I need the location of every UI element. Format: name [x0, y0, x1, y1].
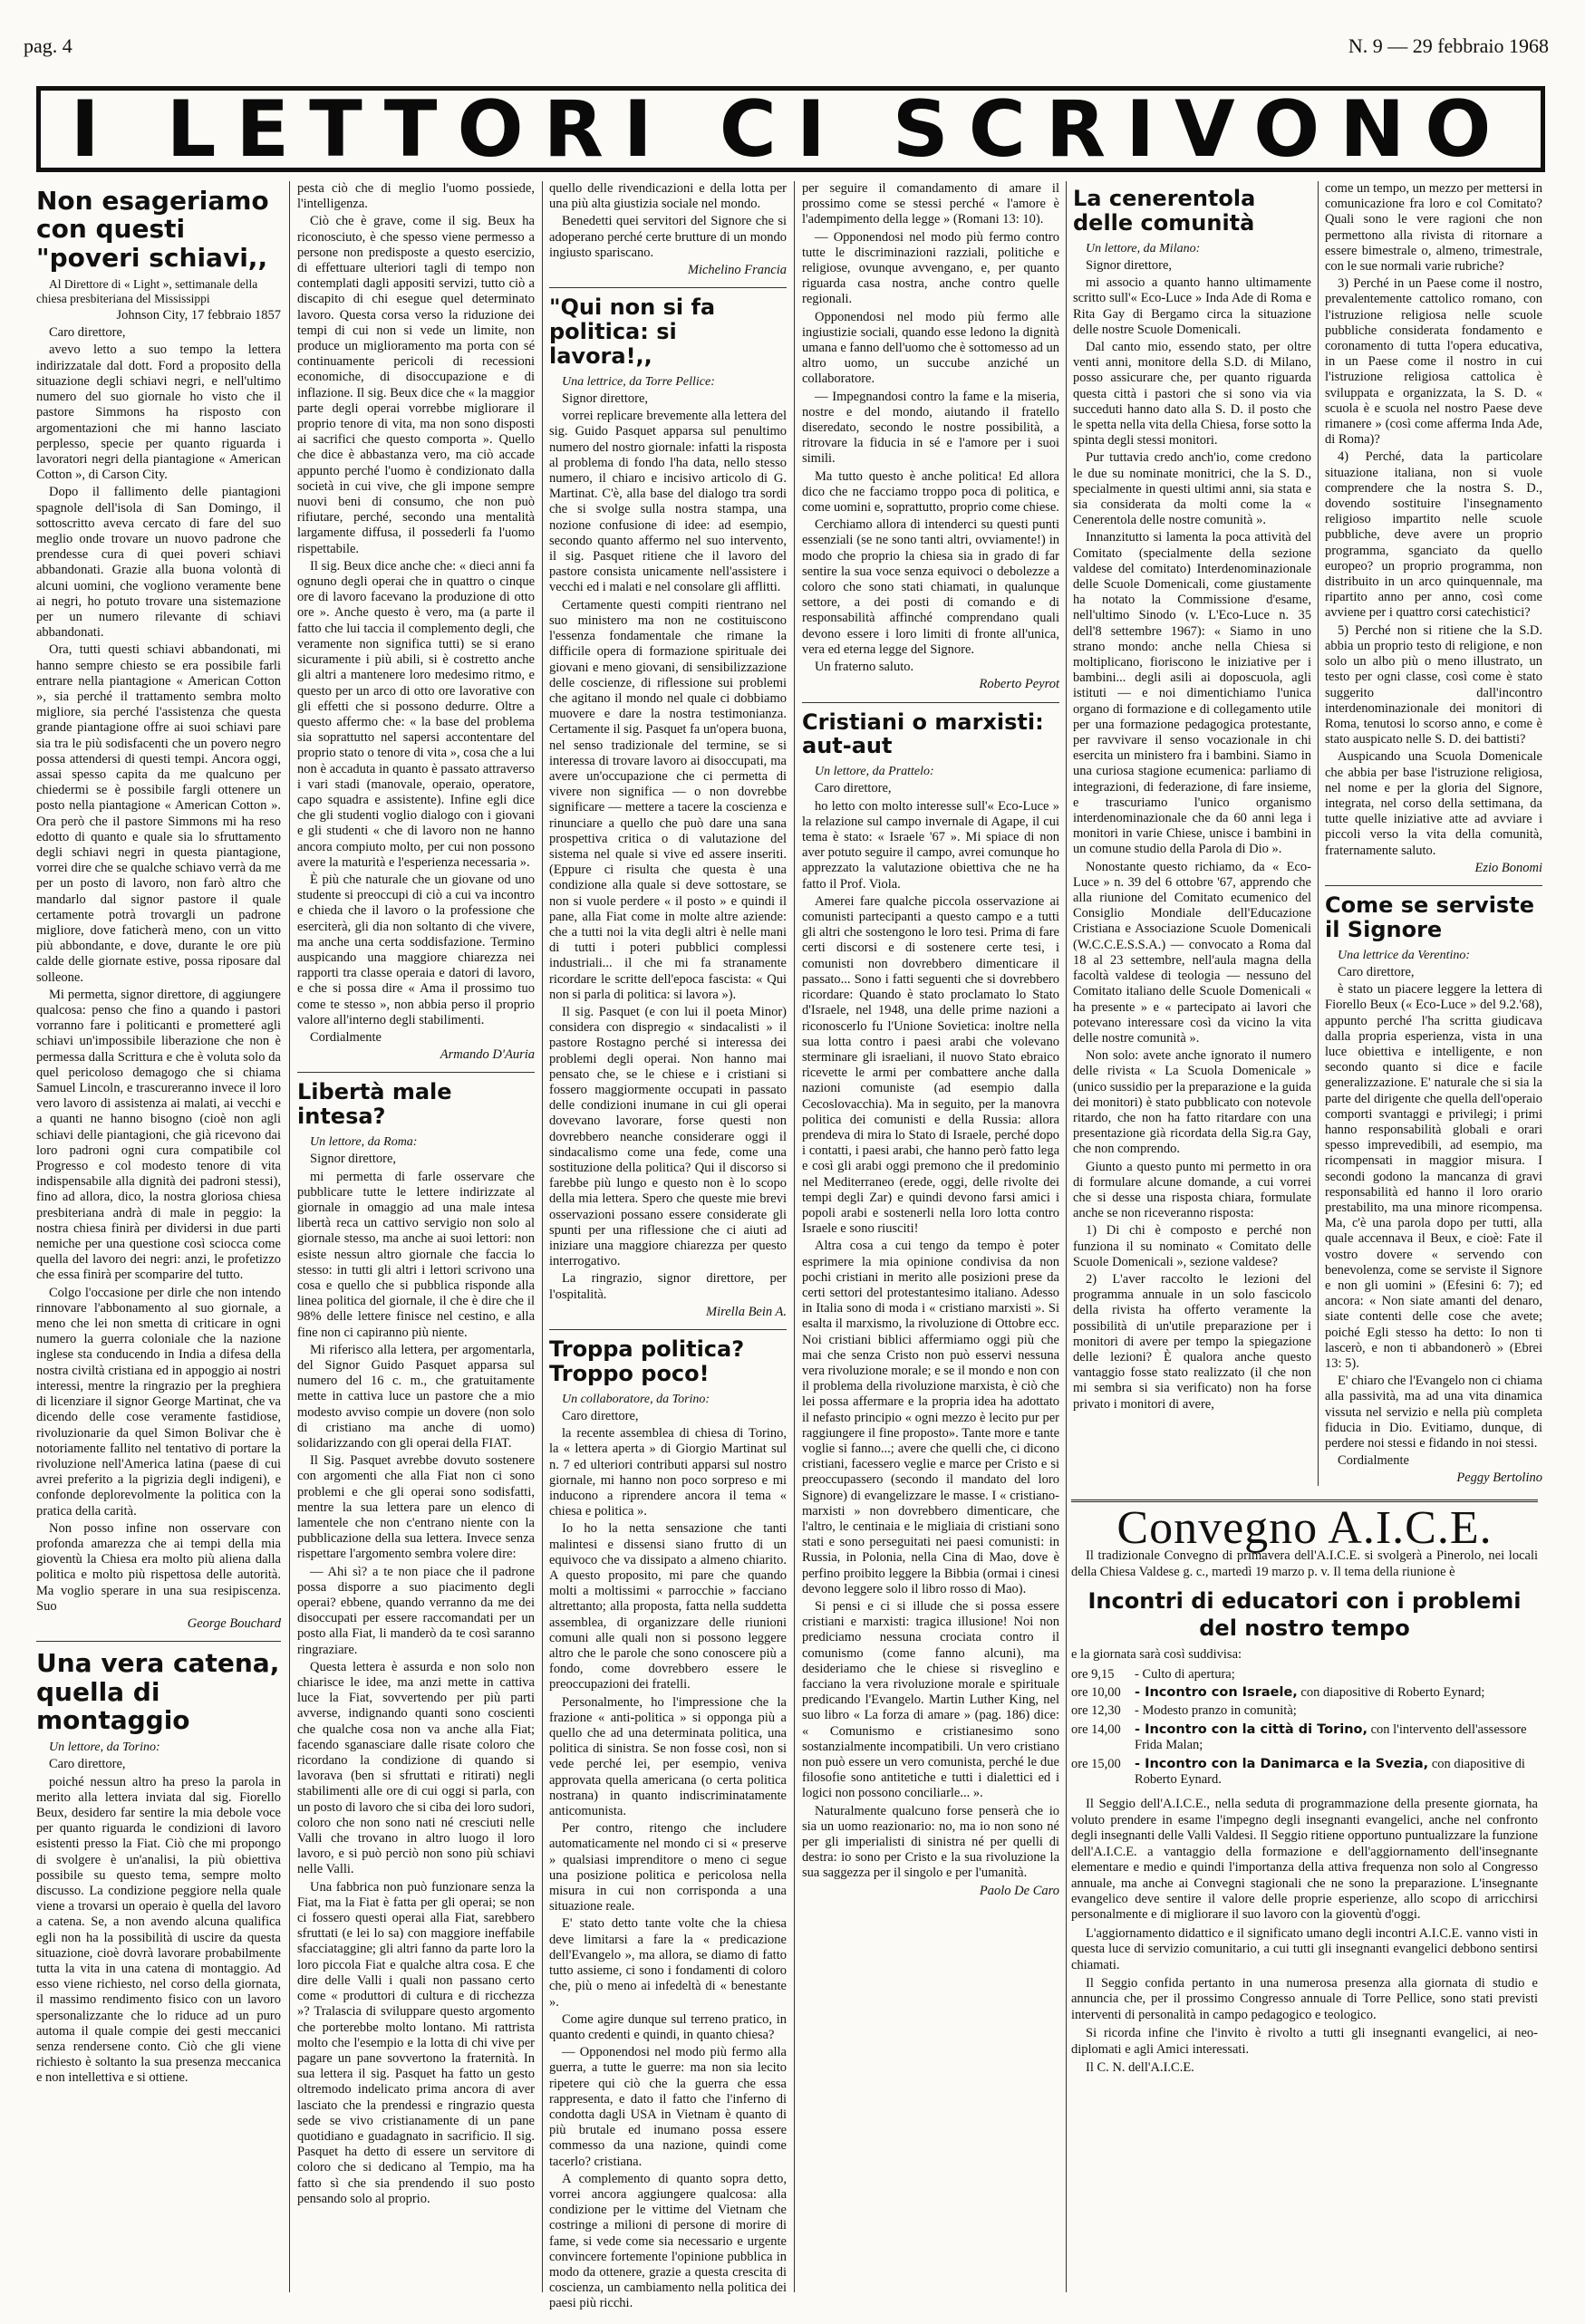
- schedule-time: ore 14,00: [1071, 1721, 1121, 1737]
- headline-come-se-serviste: Come se serviste il Signore: [1325, 892, 1534, 942]
- column-6: [1325, 181, 1542, 1486]
- salutation: Caro direttore,: [562, 1408, 639, 1423]
- paragraph: — Opponendosi nel modo più fermo alla guerra, a tutte le guerre: ma non sia lecito ripetere qui ciò che la guerra che essa rappresenta, e dato il fatto che l'inferno di condotta dagli USA in Vietnam è quanto di più brutale ed inumano possa essere commesso da una nazione, quindi come tacerlo? cristiana.: [549, 2045, 787, 2169]
- paragraph: È più che naturale che un giovane od uno studente si preoccupi di ciò a cui va incontro e chieda che il lavoro o la professione che eserciterà, gli dia non soltanto di che vivere, ma anche una certa soddisfazione. Termino auspicando una maggiore chiarezza nei rapporti tra classe operaia e datori di lavoro, e che si possa dire « Ama il prossimo tuo come te stesso », non abbia perso il proprio valore all'interno degli stabilimenti.: [297, 872, 535, 1027]
- schedule-text: - Modesto pranzo in comunità;: [1135, 1703, 1297, 1719]
- salutation: Signor direttore,: [310, 1152, 397, 1167]
- paragraph: per seguire il comandamento di amare il prossimo come se stessi perché « l'amore è l'adempimento della legge » (Romani 13: 10).: [802, 181, 1059, 227]
- paragraph: ho letto con molto interesse sull'« Eco-Luce » la relazione sul campo invernale di Agape, il cui tema è stato: « Israele '67 ». Mi spiace di non aver potuto seguire il campo, avrei comunque ho apprezzato la valutazione obiettiva che ne ha fatto il Prof. Viola.: [802, 798, 1059, 892]
- page-number: pag. 4: [24, 34, 72, 57]
- headline-liberta-male-intesa: Libertà male intesa?: [297, 1079, 452, 1130]
- paragraph: 1) Di chi è composto e perché non funziona il su nominato « Comitato delle Scuole Domenicali », sezione valdese?: [1073, 1223, 1311, 1269]
- paragraph: Il Seggio confida pertanto in una numerosa presenza alla giornata di studio e annuncia che, per il prossimo Congresso annuale di Torre Pellice, sono stati previsti interventi di personalità in campo pedagogico e teologico.: [1071, 1975, 1538, 2022]
- paragraph: Amerei fare qualche piccola osservazione ai comunisti partecipanti a questo campo e a tutti gli altri che sostengono le loro tesi. Prima di fare certi discorsi e di sostenere certe tesi, i comunisti non dovrebbero dimenticare il passato... Sono i fatti seguenti che si dovrebbero ricordare: Quando è stato proclamato lo Stato d'Israele, nel 1948, una delle prime nazioni a riconoscerlo fu l'Unione Sovietica: inoltre nella sua lotta contro i paesi arabi che volevano sterminare gli israeliani, il nuovo Stato ebraico ricevette le armi per combattere anche dalla nazioni comuniste (ad esempio dalla Cecoslovacchia). Ma in seguito, per la manovra politica dei comunisti e della Russia: allora prendeva di mira lo Stato di Israele, perché dopo i contatti, i paesi arabi, che hanno però fatto lega e così gli arabi oggi premono che il predominio nel Mediterraneo (erede, oggi, delle rivolte dei tempi degli Zar) e quindi devono farsi amici i popoli arabi e sostenerli nella loro lotta contro Israele e sono riusciti!: [802, 893, 1059, 1237]
- schedule-time: ore 12,30: [1071, 1703, 1121, 1719]
- paragraph: Non posso infine non osservare con profonda amarezza che ai tempi della mia gioventù la Chiesa era molto più aliena dalla politica e molto più rispettosa delle autorità. Ma voglio sperare in una sua resipiscenza. Suo: [36, 1520, 281, 1614]
- headline-catena-montaggio: Una vera catena, quella di montaggio: [36, 1648, 280, 1735]
- schedule-text: con diapositive di Roberto Eynard.: [1135, 1756, 1525, 1788]
- convegno-announcement: [1071, 1500, 1538, 2300]
- paragraph: Personalmente, ho l'impressione che la frazione « anti-politica » si opponga più a quello che ad una determinata politica, una politica di sinistra. Se non fosse così, non si vede perché lei, per esempio, veniva approvata quella americana (o certa politica nostrana) in quanto indiscriminatamente anticomunista.: [549, 1694, 787, 1819]
- paragraph: Ma tutto questo è anche politica! Ed allora dico che ne facciamo troppo poca di politica, e come uomini e, soprattutto, proprio come chiese.: [802, 468, 1059, 516]
- paragraph: L'aggiornamento didattico e il significato umano degli incontri A.I.C.E. vanno visti in questa luce di servizio comunitario, a cui tutti gli insegnanti evangelici debbono sentirsi chiamati.: [1071, 1925, 1538, 1972]
- paragraph: Ora, tutti questi schiavi abbandonati, mi hanno sempre chiesto se era possibile farli entrare nella piantagione « American Cotton », sia perché il trattamento sembra molto migliore, sia perché l'assistenza che questa grande piantagione offre ai suoi schiavi pare sia tra le più sodisfacenti che un povero negro possa attendersi di questi tempi. Ancora oggi, assai spesso capita da me qualcuno per chiedermi se è possibile fargli ottenere un posto nella piantagione « American Cotton ». Ora però che il pastore Simmons mi ha reso edotto di quanto e quale sia lo sfruttamento degli schiavi negri in questa piantagione, vorrei dire che se qualche schiavo verrà da me per un posto di lavoro, non farò altro che mandarlo dal signor pastore il quale certamente potrà trovargli un padrone migliore, dove faticherà meno, con un vitto più abbondante, e dove, durante le ore più calde delle giornate estive, possa riposare dal solleone.: [36, 642, 281, 985]
- paragraph: Ciò che è grave, come il sig. Beux ha riconosciuto, è che spesso viene permesso a persone non predisposte a questo esercizio, di effettuare ulteriori tagli di tempo non contemplati dagli appositi servizi, tutto ciò a discapito di chi esegue quel determinato lavoro. Questa corsa verso la riduzione dei tempi di cui non si vede un limite, non produce un miglioramento ma porta con sé continuamente pericoli di recessioni economiche, di disoccupazione e di inflazione. Il sig. Beux dice che « la maggior parte degli operai vorrebbe migliorare il proprio tenore di vita, ma non sono disposti ai sacrifici che questo comporta ». Quello che dice è abbastanza vero, ma ciò accade appunto perché l'uomo è condizionato dalla società in cui vive, che gli impone sempre nuovi beni di consumo, che non può rifiutare, perché, secondo una mentalità largamente diffusa, il possederli fa l'uomo rispettabile.: [297, 214, 535, 556]
- paragraph: Il Seggio dell'A.I.C.E., nella seduta di programmazione della presente giornata, ha voluto prendere in esame l'impegno degli insegnanti evangelici, anche nel confronto degli insegnanti delle Valli Valdesi. Il Seggio ritiene opportuno puntualizzare la funzione dell'A.I.C.E. a vantaggio della formazione e dell'aggiornamento dell'insegnante elementare e medio e quindi l'importanza della attiva frequenza non solo al Congresso annuale, ma anche ai Convegni stagionali che ne sono la preparazione. L'insegnante evangelico deve sentire il valore delle proprie esperienze, allo scopo di arricchirsi personalmente e di migliorare il suo lavoro con la gioventù d'oggi.: [1071, 1797, 1538, 1923]
- paragraph: Dopo il fallimento delle piantagioni spagnole dell'isola di San Domingo, il sottoscritto aveva cercato di fare del suo meglio onde trovare un nuovo padrone che prendesse cura di quei poveri schiavi abbandonati. Grazie alla buona volontà di alcuni uomini, che vogliono veramente bene ai negri, ho potuto trovare una sistemazione per un numero rilevante di schiavi abbandonati.: [36, 485, 281, 641]
- schedule-highlight: - Incontro con Israele,: [1135, 1685, 1298, 1701]
- column-5: [1073, 181, 1311, 1486]
- byline: Una lettrice da Verentino:: [1338, 948, 1471, 962]
- schedule-item: [1071, 1667, 1538, 1683]
- headline-qui-non-si-fa-politica: "Qui non si fa politica: si lavora!,,: [549, 294, 716, 369]
- salutation: Signor direttore,: [1086, 257, 1173, 273]
- paragraph: quello delle rivendicazioni e della lotta per una più alta giustizia sociale nel mondo.: [549, 181, 787, 212]
- schedule-intro: e la giornata sarà così suddivisa:: [1071, 1647, 1242, 1663]
- column-1: [36, 181, 281, 2292]
- paragraph: pesta ciò che di meglio l'uomo possiede, l'intelligenza.: [297, 181, 535, 212]
- issue-date: N. 9 — 29 febbraio 1968: [1348, 34, 1549, 57]
- section-banner: [36, 83, 1545, 175]
- paragraph: Benedetti quei servitori del Signore che si adoperano perché certe brutture di un mondo ingiusto spariscano.: [549, 214, 787, 260]
- schedule-item: [1071, 1757, 1538, 1789]
- paragraph: Per contro, ritengo che includere automaticamente nel mondo ci si « preserve » qualsiasi imprenditore o meno ci segue una posizione politica e pericolosa nella misura in cui non corrisponda a una situazione reale.: [549, 1821, 787, 1914]
- convegno-theme: Incontri di educatori con i problemi del nostro tempo: [1087, 1588, 1522, 1642]
- byline: Un lettore, da Milano:: [1086, 241, 1201, 256]
- schedule-time: ore 10,00: [1071, 1685, 1121, 1701]
- paragraph: Nonostante questo richiamo, da « Eco-Luce » n. 39 del 6 ottobre '67, apprendo che alla riunione del Comitato ecumenico del Consiglio Mondiale dell'Educazione Cristiana e Associazione Scuole Domenicali (W.C.C.E.S.S.A.) — convocato a Roma dal 18 al 23 settembre, nell'aula magna della facoltà valdese di teologia — nessuno del Comitato italiano delle Scuole Domenicali « ha presente » e « partecipato ai lavori che potevano interessare così da vicino la vita delle nostre comunità ».: [1073, 859, 1311, 1046]
- paragraph: Cordialmente: [1338, 1453, 1409, 1469]
- paragraph: Altra cosa a cui tengo da tempo è poter esprimere la mia opinione condivisa da non pochi cristiani in merito alle posizioni prese da certi settori del protestantesimo italiano. Adesso in Italia sono di moda i « cristiano marxisti ». Si esalta il marxismo, la rivoluzione di Ottobre ecc. Noi cristiani biblici affermiamo oggi più che mai che senza Cristo non può esservi nessuna vera rivoluzione morale; e se il mondo e non con il problema della rivoluzione marxista, è ciò che lei possa affermare e la propria idea ha adottato il nefasto principio « ogni mezzo è lecito pur per raggiungere il fine proposto». Tante more e tante voglie si fanno...; avere che quelli che, ci dicono cristiani, facessero veglie e marce per Cristo e si preoccupassero (secondo il mandato del loro Signore) di evangelizzare le masse. I « cristiano-marxisti » non dovrebbero dimenticare, che l'altro, le centinaia e le migliaia di cristiani sono stati e sono perseguitati nei paesi comunisti: in Russia, in Polonia, nella Cina di Mao, dove è perfino proibito leggere la Bibbia (ormai i cinesi devono leggere solo il libro rosso di Mao).: [802, 1239, 1059, 1596]
- paragraph: — Opponendosi nel modo più fermo contro tutte le discriminazioni razziali, politiche e religiose, ovunque avvengano, e, per quanto riguarda casa nostra, anche contro quelle regionali.: [802, 229, 1059, 307]
- paragraph: Un fraterno saluto.: [815, 660, 914, 675]
- paragraph: Questa lettera è assurda e non solo non chiarisce le idee, ma anzi mette in cattiva luce la Fiat, sovvertendo per più parti avverse, indignando quanti sono coscienti che qualche cosa non va anche alla Fiat; facendo sganasciare dalle risate coloro che ricordano la condizione di quando si lavorava (ben si sfruttati e ritirati) negli stabilimenti alle ore di cui oggi si parla, con un posto di lavoro che si ciba dei loro sudori, coloro che non sono nati né cresciuti nelle Valli che trovano in altro luogo il loro lavoro, e si può perciò non sono più schiavi nelle Valli.: [297, 1659, 535, 1877]
- column-rule: [542, 181, 543, 2292]
- byline: Un collaboratore, da Torino:: [562, 1392, 710, 1406]
- signature: George Bouchard: [187, 1615, 281, 1631]
- paragraph: 4) Perché, data la particolare situazione italiana, non si vuole comprendere che la nostra S. D., dovendo sostituire l'insegnamento religioso impartito nelle scuole pubbliche, deve avere un proprio programma, sganciato da quello europeo? un proprio programma, non distribuito in un arco quinquennale, ma ripartito anno per anno, così come avviene per i quattro corsi catechistici?: [1325, 449, 1542, 621]
- paragraph: Colgo l'occasione per dirle che non intendo rinnovare l'abbonamento al suo giornale, a meno che lei non smetta di criticare in ogni numero la guerra coloniale che la nazione inglese sta conducendo in India a difesa della nostra civiltà cristiana ed in appoggio ai nostri interessi, mentre la ringrazio per la preghiera di licenziare il signor George Martinat, che va dicendo delle cose veramente fastidiose, rivoluzionarie da quel Simon Bolivar che è notoriamente fallito nel tentativo di portare la rivoluzione nell'America latina (paese di cui avrei preferito a la pigrizia degli indigeni), e confonde deplorevolmente la politica con la pratica della carità.: [36, 1285, 281, 1519]
- paragraph: è stato un piacere leggere la lettera di Fiorello Beux (« Eco-Luce » del 9.2.'68), appunto perché l'ha scritta giudicava dalla propria esperienza, vista in una luce obiettiva e intelligente, e non secondo quanto si dice e facile generalizzazione. E' naturale che si sia la parte del dirigente che quella dell'operaio comporti svantaggi e privilegi; i primi hanno responsabilità globali e orari spesso imprevedibili, ad esempio, ma ricompensati in maggior misura. I secondi godono la mancanza di gravi responsabilità ed hanno il loro orario prestabilito, ma una minore ricompensa. Ma, c'è una parola dopo per tutti, alla quale accennava il Beux, e cioè: Fate il vostro dovere « servendo con benevolenza, come se serviste il Signore e non gli uomini » (Efesini 6: 7); ed ancora: « Non siate amanti del denaro, siate contenti delle cose che avete; poiché Egli stesso ha detto: Io non ti lascerò, e non ti abbandonerò » (Ebrei 13: 5).: [1325, 982, 1542, 1371]
- article-divider: [1325, 885, 1542, 886]
- paragraph: Naturalmente qualcuno forse penserà che io sia un uomo reazionario: no, ma io non sono né per gli imperialisti di sinistra né per quelli di destra: io sono per Cristo e la sua rivoluzione la sua saggezza per il singolo e per l'umanità.: [802, 1803, 1059, 1881]
- paragraph: mi associo a quanto hanno ultimamente scritto sull'« Eco-Luce » Inda Ade di Roma e Rita Gay di Bergamo circa la situazione delle nostre Scuole Domenicali.: [1073, 275, 1311, 337]
- schedule-highlight: - Incontro con la città di Torino,: [1135, 1721, 1368, 1737]
- paragraph: Opponendosi nel modo più fermo alle ingiustizie sociali, quando esse ledono la dignità umana e fanno dell'uomo che è sottomesso ad un altro uomo, un succube anziché un collaboratore.: [802, 309, 1059, 387]
- signature: Mirella Bein A.: [706, 1304, 787, 1319]
- paragraph: 2) L'aver raccolto le lezioni del programma annuale in un solo fascicolo della rivista ha offerto veramente la possibilità di un'utile preparazione per i monitori di avere per tempo la spiegazione delle lezioni? È qualora anche questo vantaggio fosse stato realizzato (il che non mi sembra si sia verificato) non ha forse privato i monitori di avere,: [1073, 1271, 1311, 1412]
- column-rule: [1318, 181, 1319, 1486]
- paragraph: Cerchiamo allora di intenderci su questi punti essenziali (se ne sono tanti altri, ovviamente!) in modo che proprio la chiesa sia in grado di far sentire la sua voce senza equivoci o debolezze a coloro che sono stati chiamati, in qualunque settore, a dei posti di comando e di responsabilità affinché comprendano quali devono essere i loro limiti di fronte all'unica, vera ed eterna legge del Signore.: [802, 517, 1059, 657]
- schedule-item: [1071, 1703, 1538, 1719]
- paragraph: Si ricorda infine che l'invito è rivolto a tutti gli insegnanti evangelici, ai neo-diplomati e agli Amici interessati.: [1071, 2026, 1538, 2057]
- paragraph: A complemento di quanto sopra detto, vorrei ancora aggiungere qualcosa: alla condizione per le vittime del Vietnam che costringe a milioni di persone di morire di fame, si vede come sia necessario e urgente convincere fortemente l'opinione pubblica in modo da ottenere, grazie a questa crescita di coscienza, un cambiamento nella politica dei paesi più ricchi.: [549, 2171, 787, 2311]
- schedule-highlight: - Incontro con la Danimarca e la Svezia,: [1135, 1756, 1429, 1771]
- schedule-text: con l'intervento dell'assessore Frida Malan;: [1135, 1721, 1527, 1753]
- paragraph: Certamente questi compiti rientrano nel suo ministero ma non ne costituiscono l'essenza fondamentale che rimane la difficile opera di formazione spirituale dei giovani e meno giovani, di sensibilizzazione delle coscienze, di riflessione sui problemi che agitano il mondo nel quale ci dobbiamo muovere e dare la nostra testimonianza. Certamente il sig. Pasquet fa un'opera buona, nel senso tradizionale del termine, se si interessa di trovare lavoro ai disoccupati, ma avere un'occupazione che ci permetta di vivere non significa — o non dovrebbe significare — mettere a tacere la coscienza e rinunciare a quello che può dare una sana prospettiva critica o di valutazione del sistema nel quale si vive ed assere inseriti. (Eppure ci risulta che questa è una condizione alla quale si deve sottostare, se non si vuole perdere « il posto » e quindi il pane, alla Fiat come in molte altre aziende: che a tutti noi la vita degli altri è nelle mani di tutti i poteri pubblici complessi industriali... il che mi fa stranamente ricordare le scritte dell'epoca fascista: « Qui non si parla di politica: si lavora »).: [549, 597, 787, 1002]
- paragraph: avevo letto a suo tempo la lettera indirizzatale dal dott. Ford a proposito della situazione degli schiavi negri, e nell'ultimo numero del suo giornale ho visto che il pastore Simmons ha risposto con argomentazioni che mi hanno lasciato perplesso, specie per quanto riguarda i lavoratori negri della piantagione « American Cotton », di Carson City.: [36, 342, 281, 483]
- schedule-item: [1071, 1722, 1538, 1754]
- byline: Una lettrice, da Torre Pellice:: [562, 374, 715, 389]
- paragraph: Una fabbrica non può funzionare senza la Fiat, ma la Fiat è fatta per gli operai; se non ci fossero questi operai alla Fiat, sarebbero sfruttati (e lei lo sa) con maggiore ineffabile sfacciataggine; gli altri fanno da parte loro la loro piccola Fiat e qualche altra cosa. E che dire delle Valli i quali non passano certo come « produttori di cultura e di ricchezza »? Tralascia di sviluppare questo argomento che porterebbe molto lontano. Mi rattrista molto che l'esempio e la lotta di chi vive per pagare un pane sovvertono la fraternità. In sua lettera il sig. Pasquet ha fatto un gesto oltremodo indelicato prima ancora di aver lasciato che la prendessi e ringrazio questa sede se vivo cristianamente di un pane quotidiano e guadagnato in sacrificio. Il sig. Pasquet ha detto di essere un servitore di coloro che si dedicano al Tempio, ma ha fatto sì che sia prendendo il suo posto pensando solo al proprio.: [297, 1879, 535, 2206]
- paragraph: Mi permetta, signor direttore, di aggiungere qualcosa: penso che fino a quando i pastori vorranno fare i politicanti e prometteré agli schiavi un'impossibile liberazione che non è permessa dalla Scrittura e che è voluta solo da quel pericoloso demagogo che si chiama Samuel Lincoln, e trascureranno invece il loro vero lavoro di assistenza ai malati, ai vecchi e a quanti ne hanno bisogno (cioè non agli schiavi delle piantagioni, che già ricevono dai loro padroni ogni cura compatibile col Progresso e col modesto tenore di vita indispensabile alla dignità dei padroni stessi), fino ad allora, dico, la nostra gloriosa chiesa presbiteriana andrà di male in peggio: la nostra chiesa finirà per dividersi in due parti nemiche per una questione così sciocca come quella del lavoro dei negri: anzi, le profetizzo che essa finirà per scomparire del tutto.: [36, 987, 281, 1283]
- paragraph: la recente assemblea di chiesa di Torino, la « lettera aperta » di Giorgio Martinat sul n. 7 ed ulteriori contributi apparsi sul nostro giornale, mi hanno non poco sorpreso e mi inducono a riprendere ancora il tema « chiesa e politica ».: [549, 1426, 787, 1519]
- salutation: Caro direttore,: [49, 325, 126, 341]
- paragraph: mi permetta di farle osservare che pubblicare tutte le lettere indirizzate al giornale in omaggio ad una male intesa libertà reca un cattivo servigio non solo al giornale stesso, ma anche ai suoi lettori: non esiste nessun altro giornale che faccia lo stesso: in tutti gli altri i lettori scrivono una cosa e quello che si pubblica risponde alla linea politica del giornale, il che è dire che il 98% delle lettere finisce nel cestino, e alla fine non ci capiranno più niente.: [297, 1169, 535, 1340]
- headline-troppa-politica: Troppa politica? Troppo poco!: [549, 1336, 745, 1386]
- paragraph: E' chiaro che l'Evangelo non ci chiama alla passività, ma ad una vita dinamica vissuta nel servizio e nella più completa fiducia in Dio. Evitiamo, dunque, di perdere noi stessi e fidando in noi stessi.: [1325, 1374, 1542, 1451]
- paragraph: Si pensi e ci si illude che si possa essere cristiani e marxisti: tragica illusione! Noi non prediciamo nessuna crociata contro il comunismo (come fanno alcuni), ma desideriamo che le chiese si risveglino e facciano la vera rivoluzione morale e spirituale predicando l'Evangelo. Martin Luther King, nel suo libro « La forza di amare » (pag. 186) dice: « Comunismo e cristianesimo sono sostanzialmente incompatibili. Un vero cristiano non può essere un vero comunista, perché le due filosofie sono antitetiche e tutti i dialettici ed i logici non possono conciliarle... ».: [802, 1599, 1059, 1801]
- byline: Un lettore, da Roma:: [310, 1135, 418, 1150]
- schedule-item: [1071, 1685, 1538, 1701]
- paragraph: vorrei replicare brevemente alla lettera del sig. Guido Pasquet apparsa sul penultimo numero del nostro giornale: infatti la risposta al problema di fondo l'ha data, nello stesso numero, il chiaro e incisivo articolo di G. Martinat. C'è, alla base del dialogo tra sordi che si svolge sulla nostra stampa, una nozione confusione di idee: ad esempio, secondo quanto affermo nel suo intervento, il sig. Pasquet ritiene che il lavoro del pastore consista unicamente nell'assistere i vecchi ed i malati e nel consolare gli afflitti.: [549, 409, 787, 595]
- schedule-text: - Culto di apertura;: [1135, 1666, 1235, 1682]
- schedule-time: ore 15,00: [1071, 1756, 1121, 1771]
- convegno-signature: Il C. N. dell'A.I.C.E.: [1086, 2059, 1194, 2075]
- byline: Un lettore, da Torino:: [49, 1741, 160, 1755]
- article-divider: [36, 1641, 281, 1642]
- column-4: [802, 181, 1059, 2292]
- convegno-intro: Il tradizionale Convegno di primavera dell'A.I.C.E. si svolgerà a Pinerolo, nei locali della Chiesa Valdese g. c., martedì 19 marzo p. v. Il tema della riunione è: [1071, 1548, 1538, 1579]
- convegno-title: Convegno A.I.C.E.: [1116, 1502, 1493, 1554]
- paragraph: Giunto a questo punto mi permetto in ora di formulare alcune domande, a cui vorrei che si desse una risposta chiara, formulate anche se non riceveranno risposta:: [1073, 1159, 1311, 1221]
- signature: Ezio Bonomi: [1474, 860, 1542, 875]
- paragraph: Pur tuttavia credo anch'io, come credono le due su nominate monitrici, che la S. D., specialmente in questi ultimi anni, sia stata e sia considerata da molti come la « Cenerentola delle nostre comunità ».: [1073, 450, 1311, 528]
- salutation: Caro direttore,: [815, 781, 892, 796]
- salutation: Signor direttore,: [562, 391, 649, 407]
- paragraph: — Impegnandosi contro la fame e la miseria, nostre e del mondo, aiutando il fratello diseredato, secondo le nostre possibilità, a ritrovare la fiducia in sé e l'amore per i suoi simili.: [802, 389, 1059, 467]
- paragraph: E' stato detto tante volte che la chiesa deve limitarsi a fare la « predicazione dell'Evangelo », ma allora, se diamo di fatto tutto assieme, ci sono i fondamenti di coloro che, più o meno ai infedeltà di « benestante ».: [549, 1916, 787, 2010]
- signature: Roberto Peyrot: [979, 677, 1059, 692]
- schedule-list: [1071, 1667, 1538, 1789]
- article-divider: [802, 702, 1059, 703]
- column-2: [297, 181, 535, 2292]
- paragraph: Il Sig. Pasquet avrebbe dovuto sostenere con argomenti che alla Fiat non ci sono problemi e che gli operai sono sodisfatti, mentre la sua lettera pare un elenco di lamentele che non c'entrano niente con la pubblicazione della sua lettera. Invece senza rispettare l'argomento sembra volere dire:: [297, 1453, 535, 1562]
- article-divider: [549, 287, 787, 288]
- salutation: Caro direttore,: [49, 1757, 126, 1772]
- letter-address: Al Direttore di « Light », settimanale della chiesa presbiteriana del Mississippi: [36, 277, 258, 306]
- paragraph: La ringrazio, signor direttore, per l'ospitalità.: [549, 1271, 787, 1302]
- salutation: Caro direttore,: [1338, 964, 1415, 979]
- signature: Peggy Bertolino: [1456, 1471, 1542, 1486]
- column-3: [549, 181, 787, 2311]
- paragraph: 3) Perché in un Paese come il nostro, prevalentemente cattolico romano, con l'istruzione religiosa nelle scuole pubbliche considerata fondamento e coronamento di tutta l'opera educativa, in un Paese come il nostro in cui l'istruzione religiosa cattolica è sviluppata e organizzata, la S. D. « scuola è e scuola nel nostro Paese deve rimanere » (così come afferma Inda Ade, di Roma)?: [1325, 276, 1542, 448]
- article-divider: [297, 1072, 535, 1073]
- paragraph: Non solo: avete anche ignorato il numero delle rivista « La Scuola Domenicale » (unico sussidio per la preparazione e la guida dei monitori) è stato pubblicato con notevole ritardo, che non ha fatto ritardare con una presentazione già ricordata della Sig.ra Gay, che non comprendo.: [1073, 1048, 1311, 1157]
- column-rule: [289, 181, 290, 2292]
- column-rule: [1066, 181, 1067, 2292]
- paragraph: Dal canto mio, essendo stato, per oltre venti anni, monitore della S.D. di Milano, posso assicurare che, per quanto riguarda questa città i pastori che si sono via via succeduti hanno dato alla S. D. il posto che le spetta nella vita della Chiesa, forse sotto la spinta degli stessi monitori.: [1073, 339, 1311, 448]
- paragraph: Io ho la netta sensazione che tanti malintesi e dissensi siano frutto di un equivoco che va dissipato a almeno chiarito. A questo proposito, mi pare che quando molti a moltissimi « parrocchie » facciano altrettanto; alla proposta, fatta nella suddetta assemblea, di organizzare delle riunioni comuni alle quali non si possono leggere altro che le parole che sono conoscere più a fondo, come dovrebbero essere le preoccupazioni dei fratelli.: [549, 1521, 787, 1692]
- letter-dateline: Johnson City, 17 febbraio 1857: [116, 308, 281, 323]
- paragraph: Il sig. Pasquet (e con lui il poeta Minor) considera con dispregio « sindacalisti » il pastore Rostagno perché si interessa dei problemi degli operai. Non hanno mai pensato che, se le chiese e i cristiani si fossero maggiormente occupati in passato delle condizioni inumane in cui gli operai dovevano lavorare, forse questi non dovrebbero neanche considerare oggi il sindacalismo come una fede, come una sostituzione della politica? Qui il discorso si farebbe più lungo e questo non è lo scopo della mia lettera. Spero che queste mie brevi osservazioni possano essere considerate gli spunti per una riflessione che ci aiuti ad iniziare una maggiore chiarezza per questo interrogativo.: [549, 1004, 787, 1269]
- paragraph: poiché nessun altro ha preso la parola in merito alla lettera inviata dal sig. Fiorello Beux, desidero far sentire la mia debole voce per quanto riguarda le condizioni di lavoro esistenti presso la Fiat. Ciò che mi propongo di svolgere è un'analisi, la più obiettiva possibile su questo tema, sempre molto discusso. La condizione peggiore nella quale viene a trovarsi un operaio è quella del lavoro a catena. Se, a non avendo alcuna qualifica egli non ha la possibilità di uscire da questa situazione, cioè dovrà lavorare probabilmente tutta la vita in una catena di montaggio. Ad esso viene richiesto, nel corso della giornata, il massimo rendimento fisico con un lavoro spersonalizzante che lo riduce ad un puro automa il quale compie dei gesti meccanici senza rendersene conto. Ciò che gli viene richiesto è soltanto la sua presenza meccanica e non intellettiva e si ottiene.: [36, 1774, 281, 2086]
- banner-title: I LETTORI CI SCRIVONO: [70, 83, 1512, 175]
- paragraph: Il sig. Beux dice anche che: « dieci anni fa ognuno degli operai che in quattro o cinque ore di lavoro facevano la produzione di otto ore ». Anche questo è vero, ma (a parte il fatto che lui taccia il complemento degli, che veramente non significa tutti) se si erano sicuramente i più abili, si è costretto anche gli altri a mantenere loro medesimo ritmo, e questo per un arco di otto ore lavorative con gli effetti che si possono dedurre. Oltre a questo affermo che: « la base del problema sia soprattutto nel sapersi accontentare del proprio stato o tenore di vita », cosa che a lui non è accaduta in quanto è passato attraverso i vari stadi (manovale, operaio, operatore, capo squadra e assistente). Infine egli dice che gli studenti voglio dialogo con i giovani e gli studenti « che di lavoro non ne hanno ancora compiuto molto, per cui non possono avere la maturità e l'esperienza necessaria ».: [297, 558, 535, 870]
- paragraph: Mi riferisco alla lettera, per argomentarla, del Signor Guido Pasquet apparsa sul numero del 16 c. m., che gratuitamente mette in cattiva luce un pastore che a mio modesto avviso compie un dovere (non solo di cristiano ma anche di uomo) solidarizzando con gli operai della FIAT.: [297, 1342, 535, 1451]
- signature: Armando D'Auria: [440, 1047, 535, 1063]
- signature: Paolo De Caro: [979, 1883, 1059, 1898]
- headline-cristiani-o-marxisti: Cristiani o marxisti: aut-aut: [802, 709, 1044, 759]
- paragraph: — Ahi sì? a te non piace che il padrone possa disporre a suo piacimento degli operai? ebbene, quando verranno da me dei disoccupati per essere raccomandati per un posto alla Fiat, li manderò da te così saranno ringraziare.: [297, 1564, 535, 1657]
- schedule-text: con diapositive di Roberto Eynard;: [1297, 1685, 1485, 1701]
- paragraph: Innanzitutto si lamenta la poca attività del Comitato (specialmente della sezione valdese del comitato) Interdenominazionale delle Scuole Domenicali, come giustamente ha notato la Commissione d'esame, nell'ultimo Sinodo (v. L'Eco-Luce n. 35 dell'8 settembre 1967): « Siamo in uno strano mondo: anche nella Chiesa si moltiplicano, fioriscono le iniziative per i bambini... degli asili ai doposcuola, agli istituti — e noi dimentichiamo l'unica organo di formazione e di collegamento utile per una formazione pedagogica protestante, per ravvivare il senso vocazionale in chi esercita un ministero fra i bambini. Siamo in una curiosa stagione ecumenica: parliamo di integrazioni, di federazione, di fare insieme, e trascuriamo l'unico organismo interdenominazionale che da 60 anni lega i monitori in varie Chiese, unisce i bambini in un comune studio della Parola di Dio ».: [1073, 530, 1311, 857]
- column-rule: [794, 181, 795, 2292]
- paragraph: Cordialmente: [310, 1029, 382, 1045]
- headline-cenerentola: La cenerentola delle comunità: [1073, 186, 1256, 236]
- paragraph: Come agire dunque sul terreno pratico, in quanto credenti e quindi, in quanto chiesa?: [549, 2011, 787, 2042]
- signature: Michelino Francia: [687, 263, 787, 278]
- paragraph: 5) Perché non si ritiene che la S.D. abbia un proprio testo di religione, e non solo un albo più o meno illustrato, un testo per ogni classe, così come è stato suggerito dall'incontro interdenominazionale dei monitori di Roma, tenutosi lo scorso anno, e come è stato auspicato nelle S. D. dei battisti?: [1325, 622, 1542, 747]
- schedule-time: ore 9,15: [1071, 1666, 1115, 1682]
- paragraph: come un tempo, un mezzo per mettersi in comunicazione fra loro e col Comitato? Quali sono le vere ragioni che non permettono alla rivista di ritornare a essere bimestrale o, almeno, trimestrale, con le sue normali varie rubriche?: [1325, 181, 1542, 275]
- paragraph: Auspicando una Scuola Domenicale che abbia per base l'istruzione religiosa, nel nome e per la gloria del Signore, integrata, nel corso della settimana, da tutte quelle iniziative atte ad avviare i piccoli verso la vita della comunità, fraternamente saluto.: [1325, 749, 1542, 858]
- article-divider: [549, 1329, 787, 1330]
- byline: Un lettore, da Prattelo:: [815, 765, 934, 779]
- headline-poveri-schiavi: Non esageriamo con questi "poveri schiavi,,: [36, 186, 269, 273]
